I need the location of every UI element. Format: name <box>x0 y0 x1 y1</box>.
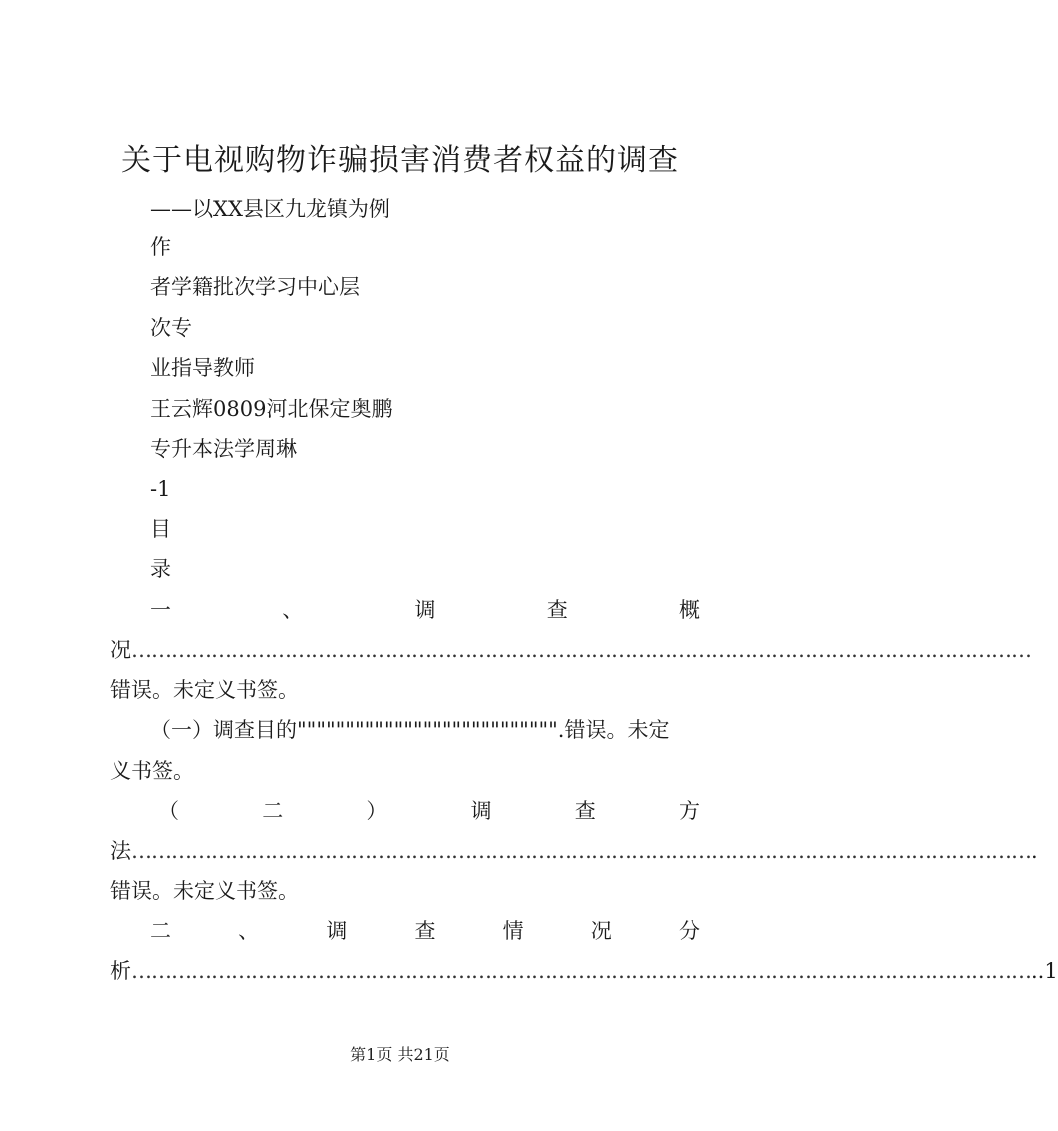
toc-page-number: . <box>1031 839 1038 863</box>
toc-page-number: ..1 <box>1031 959 1058 983</box>
toc-entry-text: 析 <box>110 959 131 983</box>
page-footer: 第1页 共21页 <box>350 1045 450 1064</box>
toc-char: 一 <box>150 598 171 622</box>
toc-entry <box>150 595 700 625</box>
toc-char: 况 <box>590 919 612 943</box>
toc-entry-text: 法 <box>110 839 131 863</box>
toc-error-text: 错误。未定义书签。 <box>110 879 299 903</box>
document-title: 关于电视购物诈骗损害消费者权益的调查 <box>121 143 679 178</box>
author-line: 次专 <box>150 316 192 340</box>
toc-char: 调 <box>414 598 436 622</box>
toc-char: 情 <box>502 919 524 943</box>
toc-char: 调 <box>470 799 492 823</box>
author-line: 专升本法学周琳 <box>150 437 297 461</box>
toc-char: 查 <box>546 598 568 622</box>
toc-heading: 录 <box>150 557 171 581</box>
toc-heading: 目 <box>150 517 171 541</box>
toc-leader-row <box>110 635 1031 665</box>
toc-char: 查 <box>414 919 436 943</box>
toc-leader-row <box>110 956 1058 986</box>
toc-char: ） <box>366 799 388 823</box>
toc-char: （ <box>158 799 179 823</box>
author-line: 者学籍批次学习中心层 <box>150 275 360 299</box>
toc-entry <box>158 796 700 826</box>
toc-error-text: 错误。未定义书签。 <box>110 678 299 702</box>
toc-entry-text: 况 <box>110 638 131 662</box>
toc-leader-dots: ……………………………………………………………………………………………………………………… <box>131 839 1031 863</box>
toc-char: 、 <box>238 919 260 943</box>
page-marker: -1 <box>150 477 171 501</box>
toc-error-text: 义书签。 <box>110 759 194 783</box>
toc-entry <box>150 916 700 946</box>
toc-char: 分 <box>678 919 700 943</box>
toc-entry: （一）调查目的""""""""""""""""""""""""""".错误。未定 <box>150 718 670 742</box>
toc-char: 调 <box>326 919 348 943</box>
author-line: 业指导教师 <box>150 356 255 380</box>
toc-leader-dots: ……………………………………………………………………………………………………………………… <box>131 959 1031 983</box>
subtitle: ——以XX县区九龙镇为例 <box>150 197 390 221</box>
author-line: 作 <box>150 235 171 259</box>
toc-char: 、 <box>282 598 304 622</box>
author-line: 王云辉0809河北保定奥鹏 <box>150 397 393 421</box>
toc-leader-row <box>110 836 1038 866</box>
toc-char: 概 <box>679 598 700 622</box>
toc-char: 二 <box>262 799 284 823</box>
toc-char: 二 <box>150 919 171 943</box>
toc-leader-dots: ……………………………………………………………………………………………………………………… <box>131 638 1031 662</box>
toc-char: 方 <box>678 799 700 823</box>
toc-char: 查 <box>574 799 596 823</box>
